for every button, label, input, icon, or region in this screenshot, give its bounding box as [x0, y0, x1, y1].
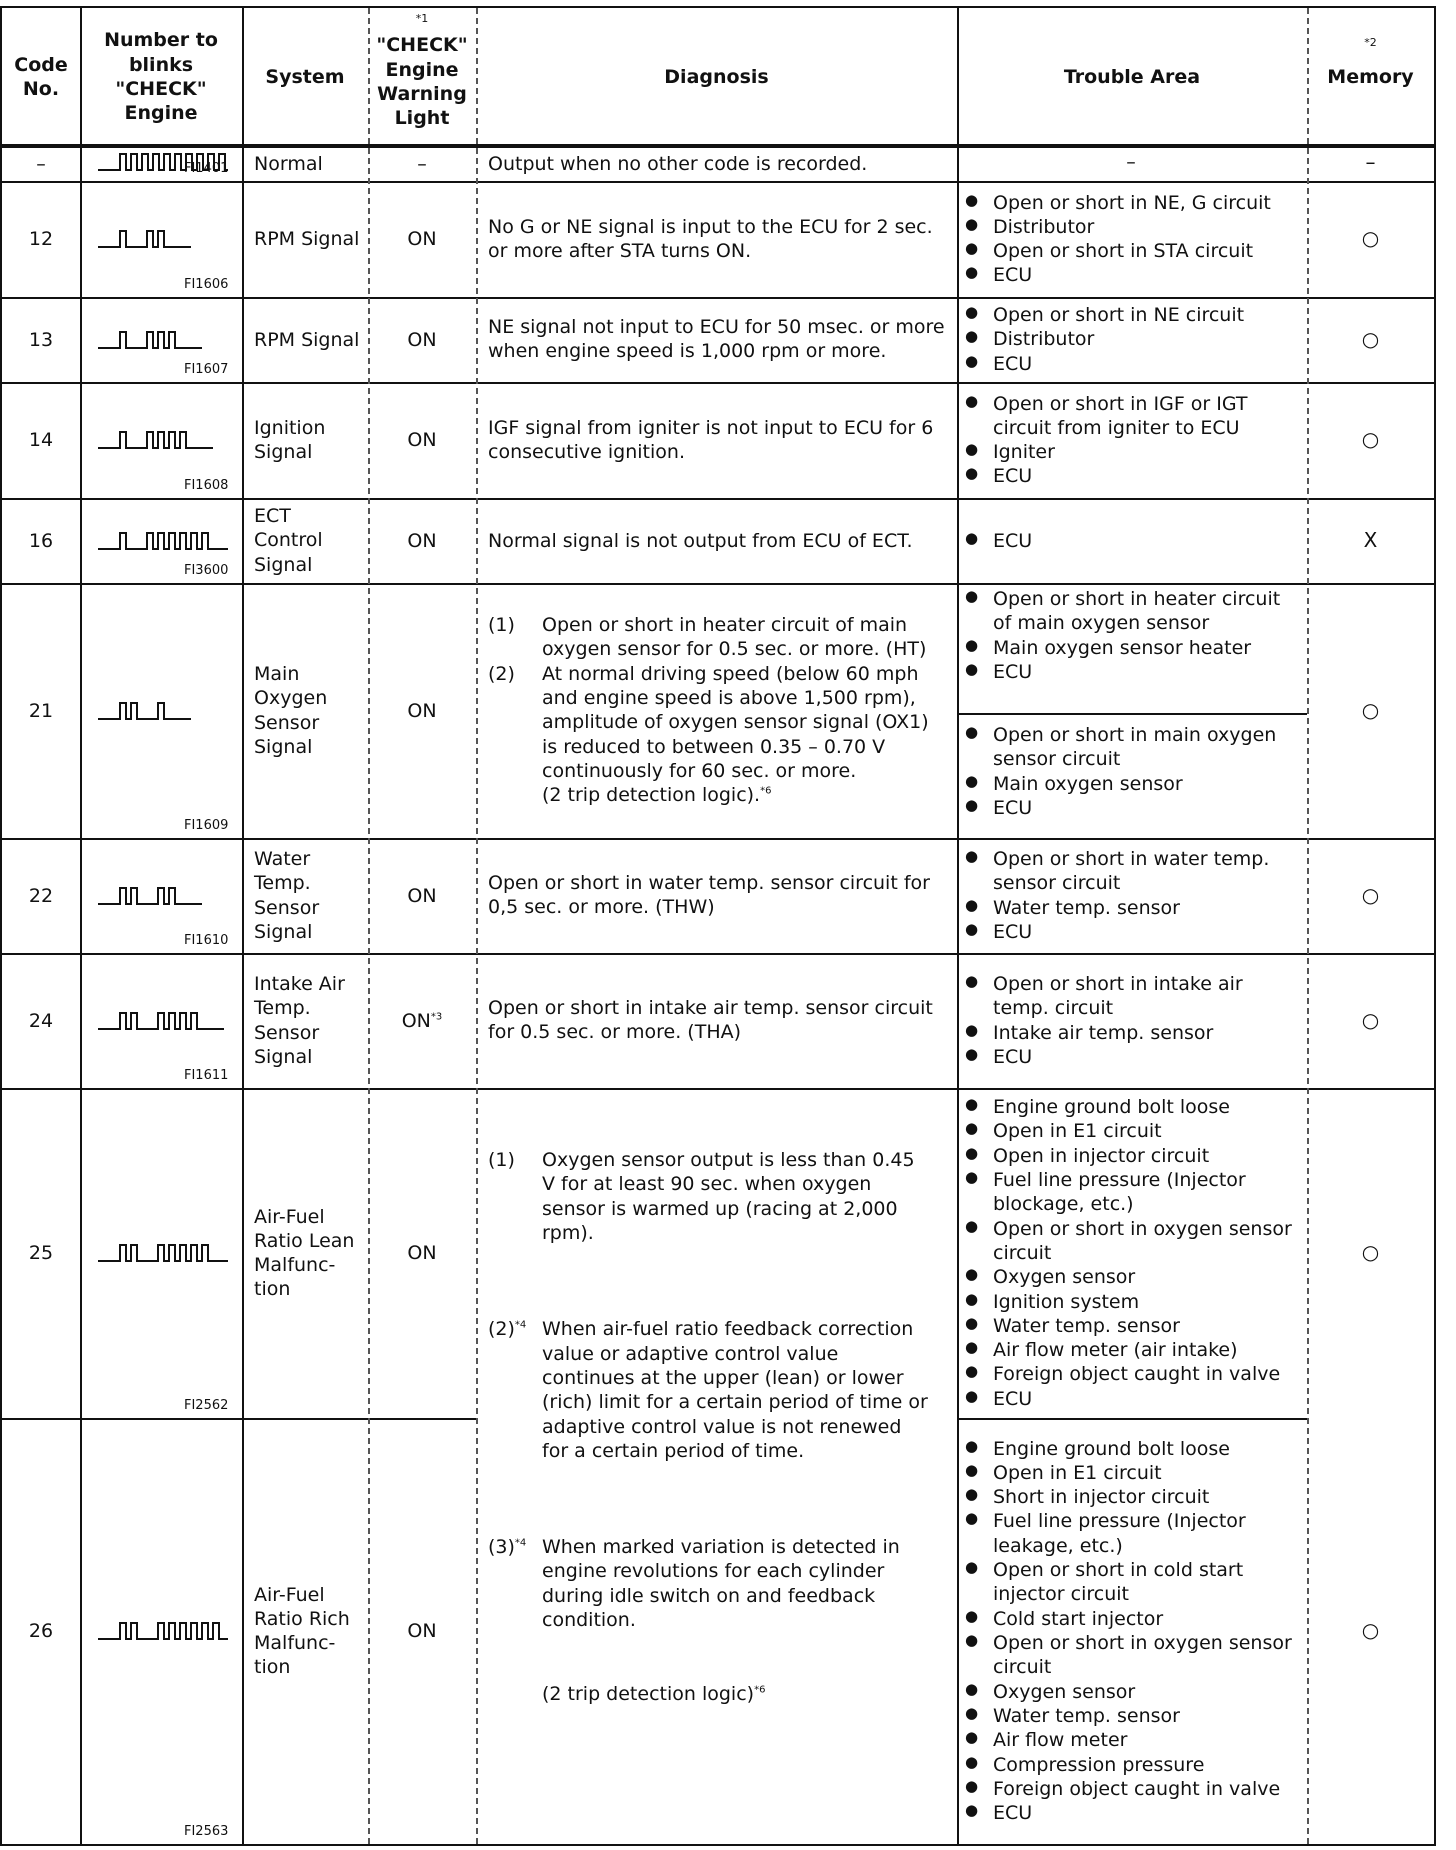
trouble-item: ● Air flow meter	[959, 1728, 1303, 1752]
trouble-item: ● Compression pressure	[959, 1753, 1303, 1777]
trouble-item: ● Distributor	[959, 327, 1303, 351]
diagnostic-code-table	[0, 6, 1436, 1846]
trouble-item: ● Igniter	[959, 440, 1303, 464]
memory-mark: ○	[1361, 697, 1380, 722]
row-divider	[2, 498, 1434, 500]
figure-id: FI2562	[184, 1398, 229, 1413]
diagnosis-item	[488, 1148, 933, 1245]
trouble-area	[959, 191, 1303, 288]
blink-pattern-figure	[98, 701, 228, 721]
trouble-area	[959, 972, 1303, 1069]
diagnosis-text: Open or short in water temp. sensor circuit for 0,5 sec. or more. (THW)	[488, 872, 930, 919]
warning-light-value: ON	[407, 699, 437, 722]
diagnosis-text: No G or NE signal is input to the ECU for 2 sec. or more after STA turns ON.	[488, 215, 933, 262]
trouble-item: ● ECU	[959, 1045, 1303, 1069]
trouble-group-divider	[957, 713, 1307, 715]
figure-id: FI1606	[184, 277, 229, 292]
figure-id: FI3600	[184, 563, 229, 578]
header-code	[2, 8, 80, 146]
header-light	[374, 8, 470, 146]
trouble-item: ● Open or short in heater circuit of main oxygen sensor	[959, 587, 1303, 636]
trouble-area	[959, 847, 1303, 944]
figure-id: FI2563	[184, 1824, 229, 1839]
trouble-item: ● Foreign object caught in valve	[959, 1777, 1303, 1801]
blink-pattern-figure	[98, 1621, 228, 1641]
warning-light-status	[368, 699, 476, 723]
code-number: 26	[28, 1620, 54, 1642]
diagnosis-item-text: Oxygen sensor output is less than 0.45 V for at least 90 sec. when oxygen sensor is warmed up (racing at 2,000 rpm).	[542, 1149, 915, 1244]
trouble-area	[959, 392, 1303, 489]
trouble-item: ● ECU	[959, 529, 1303, 553]
trouble-item: ● Cold start injector	[959, 1607, 1303, 1631]
trouble-item: ● Short in injector circuit	[959, 1485, 1303, 1509]
diagnosis-note: *6	[760, 785, 772, 797]
trouble-item: ● Oxygen sensor	[959, 1265, 1303, 1289]
header-memory-text: Memory	[1327, 65, 1414, 88]
diagnosis-text: Output when no other code is recorded.	[488, 153, 868, 175]
trouble-area: –	[1126, 151, 1136, 173]
trouble-area-list	[959, 847, 1303, 944]
trouble-item: ● Open in E1 circuit	[959, 1461, 1303, 1485]
figure-id: FI1401	[184, 161, 229, 176]
trouble-item: ● Main oxygen sensor heater	[959, 636, 1303, 660]
diagnosis-item	[488, 613, 945, 662]
memory-mark: ○	[1361, 1007, 1380, 1032]
row-divider	[2, 1088, 1434, 1090]
diagnosis-list	[488, 613, 945, 808]
trouble-item: ● Water temp. sensor	[959, 1314, 1303, 1338]
header-trouble	[957, 8, 1307, 146]
diagnosis-text: IGF signal from igniter is not input to ECU for 6 consecutive ignition.	[488, 416, 934, 463]
warning-light-value: ON	[407, 884, 437, 907]
column-divider-dashed	[476, 8, 478, 1844]
blink-pattern-figure	[98, 1011, 228, 1031]
diagnosis-item	[488, 1317, 933, 1463]
warning-light-status	[368, 227, 476, 251]
code-number: 25	[28, 1242, 54, 1264]
row-divider-25-26-left	[2, 1418, 476, 1420]
warning-light-value: ON	[407, 328, 437, 351]
diagnosis-text: Normal signal is not output from ECU of ECT.	[488, 529, 913, 552]
header-memory	[1307, 8, 1434, 146]
system-name: Air-Fuel Ratio Rich Malfunc-tion	[254, 1583, 350, 1679]
header-light-note: *1	[415, 12, 429, 25]
memory-mark: ○	[1361, 326, 1380, 351]
diagnosis-text-lean-rich	[488, 1148, 933, 1707]
trouble-item: ● Open or short in cold start injector circuit	[959, 1558, 1303, 1607]
system-name: Ignition Signal	[254, 416, 326, 463]
warning-light-value: ON	[407, 228, 437, 250]
blink-pattern-figure	[98, 229, 228, 249]
trouble-area-list	[959, 1095, 1303, 1411]
diagnosis-text	[488, 613, 945, 808]
code-number: 24	[28, 1009, 54, 1032]
trouble-item: ● Oxygen sensor	[959, 1680, 1303, 1704]
code-number: 16	[28, 529, 54, 552]
row-divider	[2, 583, 1434, 585]
system-name: Air-Fuel Ratio Lean Malfunc-tion	[254, 1205, 355, 1301]
warning-light-value: ON	[407, 1620, 437, 1642]
header-blinks-text: Number to blinks "CHECK" Engine	[104, 29, 218, 125]
warning-light-status	[368, 884, 476, 908]
trouble-item: ● Open or short in oxygen sensor circuit	[959, 1217, 1303, 1266]
trouble-area-sensor	[959, 723, 1303, 820]
trouble-item: ● Engine ground bolt loose	[959, 1095, 1303, 1119]
warning-light-value: ON	[401, 1009, 431, 1032]
warning-light-status	[368, 529, 476, 553]
trouble-item: ● Intake air temp. sensor	[959, 1021, 1303, 1045]
trouble-area-list	[959, 972, 1303, 1069]
blink-pattern-figure	[98, 330, 228, 350]
row-divider	[2, 382, 1434, 384]
row-divider	[2, 146, 1434, 148]
diagnosis-item-mark: (2)	[488, 662, 515, 685]
code-number: 13	[28, 328, 54, 351]
system-name: ECT Control Signal	[254, 505, 323, 576]
trouble-item: ● Open or short in IGF or IGT circuit from igniter to ECU	[959, 392, 1303, 441]
trouble-item: ● Ignition system	[959, 1290, 1303, 1314]
blink-pattern-figure	[98, 886, 228, 906]
trouble-area-sensor-list	[959, 723, 1303, 820]
diagnosis-item-mark: $(2)^{*4}$	[488, 1318, 527, 1341]
code-number: 14	[28, 429, 54, 451]
trouble-area-heater	[959, 587, 1303, 684]
warning-light-value: ON	[407, 1242, 437, 1264]
warning-light-status	[368, 1009, 476, 1033]
warning-light-status	[368, 1619, 476, 1643]
trouble-area-heater-list	[959, 587, 1303, 684]
figure-id: FI1609	[184, 818, 229, 833]
trouble-item: ● ECU	[959, 352, 1303, 376]
trouble-area	[959, 529, 1303, 553]
code-number: 12	[28, 228, 54, 250]
trouble-item: ● Water temp. sensor	[959, 1704, 1303, 1728]
blink-pattern-figure	[98, 531, 228, 551]
system-name: Water Temp. Sensor Signal	[254, 848, 320, 943]
trouble-area	[959, 1437, 1303, 1826]
warning-light-status	[368, 428, 476, 452]
system-name: Normal	[254, 152, 323, 175]
row-divider	[2, 953, 1434, 955]
trouble-area-list	[959, 529, 1303, 553]
trouble-item: ● ECU	[959, 263, 1303, 287]
diagnosis-item-note: *4	[514, 1319, 527, 1331]
column-divider	[80, 8, 82, 1844]
header-code-text: Code No.	[14, 53, 68, 100]
figure-id: FI1608	[184, 478, 229, 493]
header-diagnosis-text: Diagnosis	[664, 65, 769, 88]
memory-mark: ○	[1361, 226, 1380, 250]
blink-pattern-figure	[98, 1243, 228, 1263]
code-number: 22	[28, 884, 54, 907]
diagnosis-item	[488, 1535, 933, 1632]
figure-id: FI1607	[184, 362, 229, 377]
column-divider-dashed	[368, 8, 370, 1844]
trouble-item: ● Foreign object caught in valve	[959, 1362, 1303, 1386]
diagnosis-item-mark: $(3)^{*4}$	[488, 1536, 527, 1559]
trouble-item: ● ECU	[959, 1387, 1303, 1411]
trouble-item: ● Open or short in intake air temp. circuit	[959, 972, 1303, 1021]
memory-mark: X	[1363, 527, 1378, 552]
warning-light-status	[368, 328, 476, 352]
row-divider	[2, 297, 1434, 299]
trouble-item: ● Open in E1 circuit	[959, 1119, 1303, 1143]
trouble-area-list	[959, 303, 1303, 376]
diagnosis-tail-line	[488, 1682, 933, 1706]
trouble-item: ● Open or short in NE circuit	[959, 303, 1303, 327]
diagnosis-tail: (2 trip detection logic).	[542, 784, 761, 807]
warning-light-value: ON	[407, 529, 437, 552]
diagnosis-item-mark: (1)	[488, 1149, 515, 1171]
row-divider	[2, 838, 1434, 840]
trouble-item: ● Water temp. sensor	[959, 896, 1303, 920]
warning-light-status	[368, 1241, 476, 1265]
header-system-text: System	[265, 65, 345, 88]
trouble-item: ● Open or short in water temp. sensor circuit	[959, 847, 1303, 896]
diagnosis-text: NE signal not input to ECU for 50 msec. or more when engine speed is 1,000 rpm or more.	[488, 316, 945, 363]
trouble-item: ● Air flow meter (air intake)	[959, 1338, 1303, 1362]
diagnosis-item-text: When marked variation is detected in engine revolutions for each cylinder during idle switch on and feedback condition.	[542, 1536, 900, 1632]
column-divider-dashed	[1307, 8, 1309, 1844]
trouble-item: ● ECU	[959, 1801, 1303, 1825]
trouble-area	[959, 303, 1303, 376]
header-memory-note: *2	[1364, 36, 1377, 49]
system-name: RPM Signal	[254, 328, 360, 351]
trouble-item: ● Open or short in NE, G circuit	[959, 191, 1303, 215]
figure-id: FI1611	[184, 1068, 229, 1083]
trouble-item: ● Distributor	[959, 215, 1303, 239]
trouble-item: ● Engine ground bolt loose	[959, 1437, 1303, 1461]
trouble-item: ● Fuel line pressure (Injector leakage, etc.)	[959, 1509, 1303, 1558]
header-light-text: "CHECK" Engine Warning Light	[376, 34, 468, 130]
system-name: Main Oxygen Sensor Signal	[254, 663, 328, 758]
trouble-item: ● ECU	[959, 464, 1303, 488]
diagnosis-item-text: When air-fuel ratio feedback correction value or adaptive control value continues at the upper (lean) or lower (rich) limit for a certain period of time or adaptive control value is not renewed for a certain period of time.	[542, 1318, 928, 1462]
trouble-area-list	[959, 1437, 1303, 1826]
trouble-item: ● Main oxygen sensor	[959, 772, 1303, 796]
header-system	[242, 8, 368, 146]
diagnosis-item-mark: (1)	[488, 614, 515, 636]
diagnosis-item-note: *4	[514, 1537, 527, 1549]
warning-light-value: ON	[407, 429, 437, 451]
memory-mark: ○	[1361, 1240, 1380, 1264]
row-divider-25-26-trouble	[957, 1418, 1307, 1420]
memory-mark: ○	[1361, 1618, 1380, 1642]
trouble-area-list	[959, 191, 1303, 288]
code-number: 21	[28, 699, 54, 722]
diagnosis-tail-note: *6	[754, 1685, 766, 1697]
trouble-item: ● Open in injector circuit	[959, 1144, 1303, 1168]
diagnosis-item-text: At normal driving speed (below 60 mph and engine speed is above 1,500 rpm), amplitude of oxygen sensor signal (OX1) is reduced to between 0.35 – 0.70 V continuously for 60 sec. or more.	[542, 662, 929, 782]
memory-mark: –	[1365, 150, 1376, 174]
diagnosis-tail: (2 trip detection logic)	[542, 1683, 755, 1706]
trouble-item: ● ECU	[959, 796, 1303, 820]
figure-id: FI1610	[184, 933, 229, 948]
warning-light-note: *3	[430, 1011, 443, 1023]
warning-light-value: –	[417, 152, 427, 175]
diagnosis-list	[488, 1148, 933, 1707]
diagnosis-item-text: Open or short in heater circuit of main oxygen sensor for 0.5 sec. or more. (HT)	[542, 614, 927, 661]
trouble-item: ● ECU	[959, 660, 1303, 684]
memory-mark: ○	[1361, 882, 1380, 907]
diagnosis-item	[488, 662, 945, 808]
diagnosis-text: Open or short in intake air temp. sensor circuit for 0.5 sec. or more. (THA)	[488, 997, 933, 1044]
column-divider	[242, 8, 244, 1844]
system-name: RPM Signal	[254, 228, 360, 250]
system-name: Intake Air Temp. Sensor Signal	[254, 973, 345, 1068]
trouble-item: ● ECU	[959, 920, 1303, 944]
blink-pattern-figure	[98, 430, 228, 450]
header-diagnosis	[476, 8, 957, 146]
trouble-item: ● Open or short in oxygen sensor circuit	[959, 1631, 1303, 1680]
code-number: –	[36, 152, 46, 175]
trouble-area	[959, 1095, 1303, 1411]
memory-mark: ○	[1361, 427, 1380, 451]
row-divider	[2, 181, 1434, 183]
header-blinks	[90, 8, 232, 146]
trouble-item: ● Open or short in main oxygen sensor circuit	[959, 723, 1303, 772]
header-trouble-text: Trouble Area	[1063, 65, 1201, 88]
trouble-item: ● Open or short in STA circuit	[959, 239, 1303, 263]
trouble-item: ● Fuel line pressure (Injector blockage, etc.)	[959, 1168, 1303, 1217]
warning-light-status	[368, 152, 476, 176]
trouble-area-list	[959, 392, 1303, 489]
